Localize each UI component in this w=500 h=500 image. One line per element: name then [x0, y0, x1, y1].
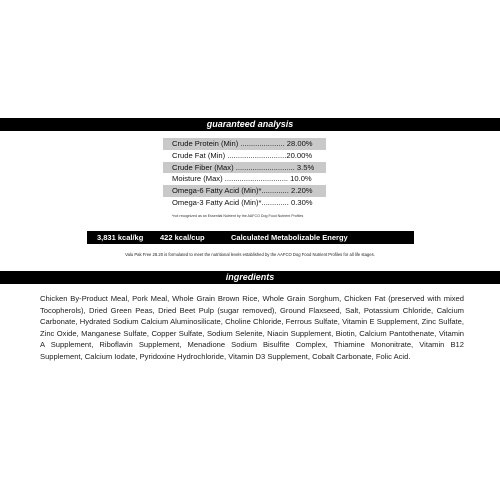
ingredients-header: ingredients — [0, 271, 500, 284]
kcal-per-cup: 422 kcal/cup — [160, 233, 205, 242]
analysis-value: 2.20% — [291, 186, 313, 196]
analysis-dots: .............................. — [222, 174, 291, 184]
kcal-per-kg: 3,831 kcal/kg — [97, 233, 144, 242]
aafco-statement: Valu Pak Free 28.20 is formulated to meet the nutritional levels established by the AAFCO Dog Food Nutrient Profiles for all life stages. — [125, 252, 375, 257]
analysis-label: Crude Protein (Min) — [172, 139, 239, 148]
analysis-row — [163, 150, 326, 162]
analysis-dots: ............................ — [225, 150, 287, 160]
analysis-table — [163, 138, 326, 209]
analysis-dots: ............................ — [233, 162, 297, 172]
analysis-label: Omega-6 Fatty Acid (Min)* — [172, 186, 262, 196]
analysis-label: Moisture (Max) — [172, 174, 223, 184]
energy-bar — [87, 231, 414, 244]
analysis-label: Crude Fiber (Max) — [172, 162, 234, 172]
analysis-dots: ..................... — [238, 139, 287, 148]
ingredients-text: Chicken By-Product Meal, Pork Meal, Whole Grain Brown Rice, Whole Grain Sorghum, Chicken Fat (preserved with mixed Tocopherols), Dried Green Peas, Dried Beet Pulp (sugar removed), Ground Flaxseed, Salt, Potassium Chloride, Calcium Carbonate, Hydrated Sodium Calcium Aluminosilicate, Choline Chloride, Ferrous Sulfate, Vitamin E Supplement, Zinc Sulfate, Zinc Oxide, Manganese Sulfate, Copper Sulfate, Sodium Selenite, Niacin Supplement, Biotin, Calcium Pantothenate, Vitamin A Supplement, Riboflavin Supplement, Menadione Sodium Bisulfite Complex, Thiamine Mononitrate, Vitamin B12 Supplement, Calcium Iodate, Pyridoxine Hydrochloride, Vitamin D3 Supplement, Cobalt Carbonate, Folic Acid. — [40, 294, 464, 361]
analysis-footnote: *not recognized as an Essential Nutrient by the AAFCO Dog Food Nutrient Profiles — [172, 214, 304, 218]
guaranteed-analysis-header: guaranteed analysis — [0, 118, 500, 131]
analysis-value: 3.5% — [296, 162, 315, 172]
analysis-row — [163, 197, 326, 209]
analysis-dots: ............. — [261, 186, 292, 196]
analysis-label: Crude Fat (Min) — [172, 150, 226, 160]
analysis-row — [163, 173, 326, 185]
energy-label: Calculated Metabolizable Energy — [231, 233, 348, 242]
analysis-row — [163, 138, 326, 150]
analysis-value: 0.30% — [291, 197, 313, 207]
analysis-dots: ............. — [261, 197, 292, 207]
analysis-value: 20.00% — [286, 150, 313, 160]
analysis-value: 10.0% — [290, 174, 312, 184]
analysis-row — [163, 162, 326, 174]
analysis-row — [163, 185, 326, 197]
analysis-value: 28.00% — [286, 139, 313, 148]
analysis-label: Omega-3 Fatty Acid (Min)* — [172, 197, 262, 207]
